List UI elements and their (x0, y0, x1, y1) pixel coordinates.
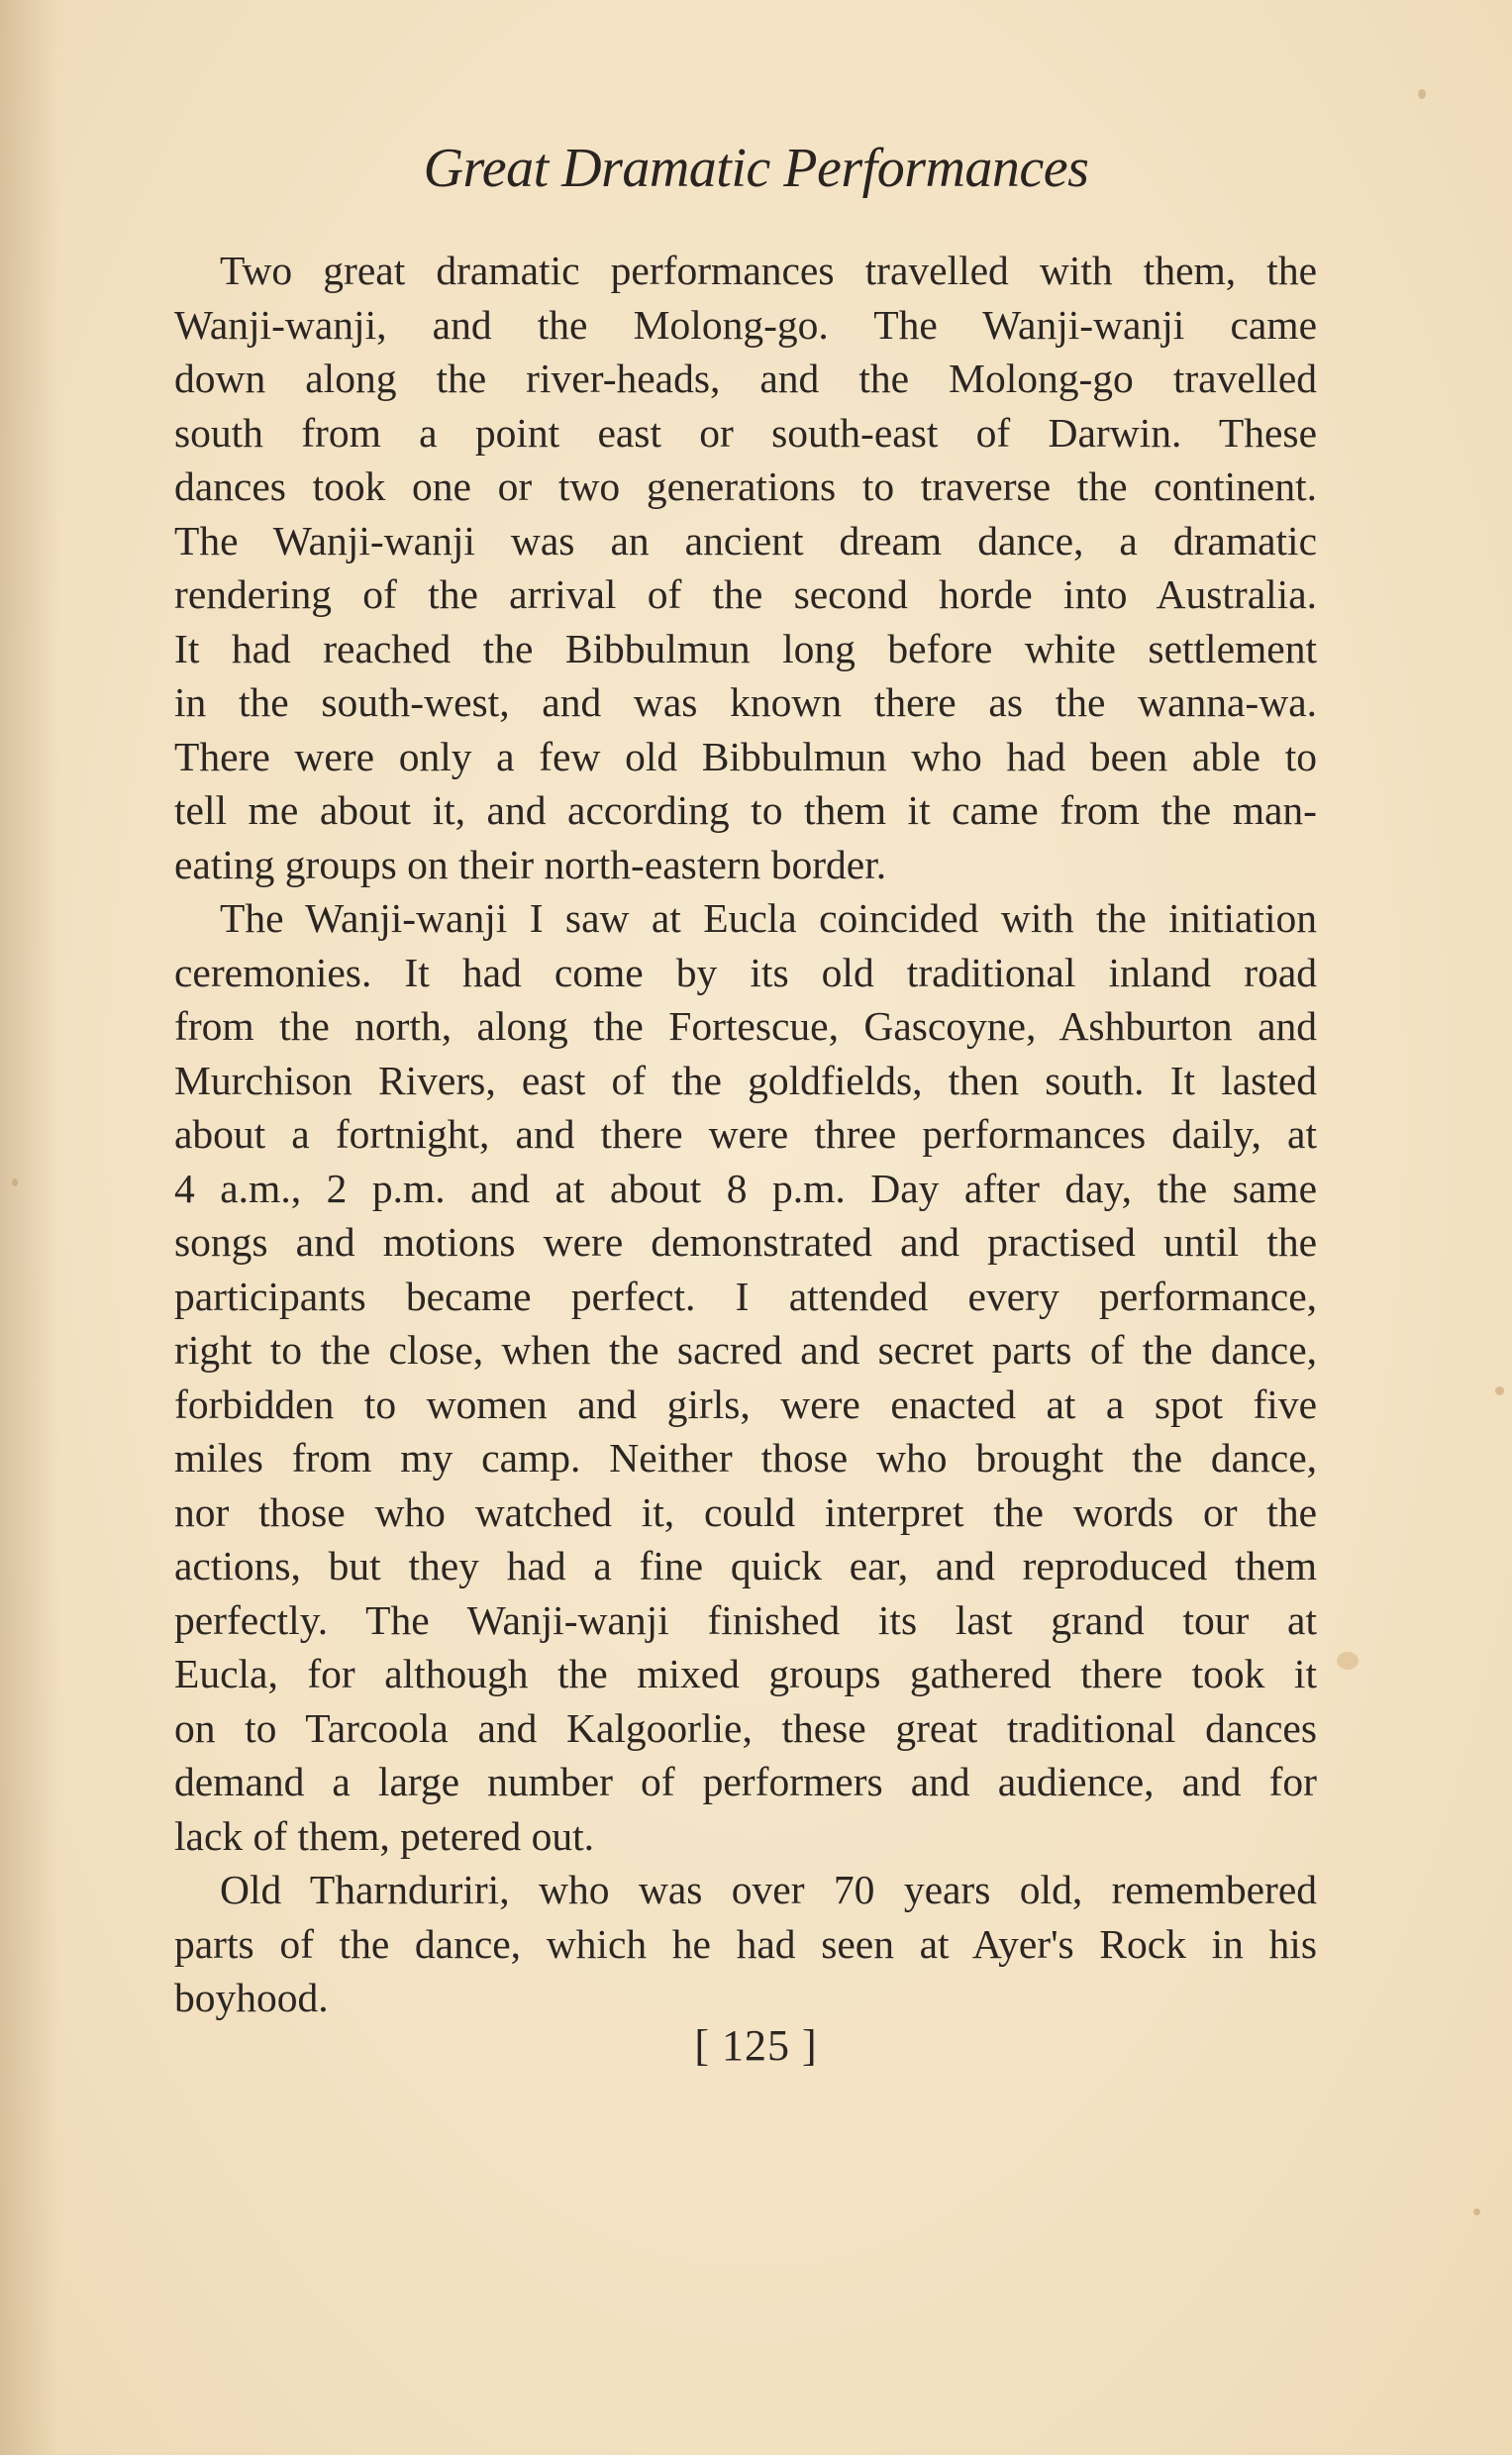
text-line: Eucla, for although the mixed groups gathered there took it (174, 1651, 1317, 1696)
text-line: forbidden to women and girls, were enacted at a spot five (174, 1381, 1317, 1427)
text-line: about a fortnight, and there were three performances daily, at (174, 1111, 1317, 1157)
body-text (174, 244, 1317, 2025)
text-line: The Wanji-wanji I saw at Eucla coincided with the initiation (220, 895, 1317, 941)
paper-speck (1418, 89, 1426, 99)
text-line: It had reached the Bibbulmun long before white settlement (174, 625, 1317, 671)
text-line: The Wanji-wanji was an ancient dream dance, a dramatic (174, 517, 1317, 563)
paper-speck (1337, 1652, 1359, 1670)
text-line: ceremonies. It had come by its old traditional inland road (174, 949, 1317, 995)
running-header: Great Dramatic Performances (423, 138, 1089, 199)
text-line: Wanji-wanji, and the Molong-go. The Wanji-wanji came (174, 301, 1317, 348)
text-line: in the south-west, and was known there as the wanna-wa. (174, 679, 1317, 725)
text-line: eating groups on their north-eastern border. (174, 841, 887, 887)
text-line: songs and motions were demonstrated and practised until the (174, 1219, 1317, 1265)
text-line: south from a point east or south-east of Darwin. These (174, 409, 1317, 456)
text-line: right to the close, when the sacred and secret parts of the dance, (174, 1327, 1317, 1373)
text-line: dances took one or two generations to traverse the continent. (174, 463, 1317, 509)
text-line: Two great dramatic performances travelled with them, the (220, 248, 1317, 293)
text-line: There were only a few old Bibbulmun who had been able to (174, 733, 1317, 779)
paper-speck (1473, 2208, 1480, 2215)
text-line: boyhood. (174, 1975, 329, 2020)
text-line: down along the river-heads, and the Molong-go travelled (174, 356, 1317, 401)
text-line: on to Tarcoola and Kalgoorlie, these great traditional dances (174, 1704, 1317, 1751)
text-line: demand a large number of performers and audience, and for (174, 1759, 1317, 1804)
paper-speck (12, 1178, 18, 1186)
text-line: participants became perfect. I attended every performance, (174, 1273, 1317, 1319)
text-line: 4 a.m., 2 p.m. and at about 8 p.m. Day after day, the same (174, 1165, 1317, 1211)
page-number: [ 125 ] (694, 2021, 818, 2070)
text-line: from the north, along the Fortescue, Gascoyne, Ashburton and (174, 1003, 1317, 1049)
text-line: parts of the dance, which he had seen at Ayer's Rock in his (174, 1920, 1317, 1967)
text-line: tell me about it, and according to them it came from the man- (174, 787, 1317, 833)
text-line: nor those who watched it, could interpret the words or the (174, 1488, 1317, 1535)
text-line: Murchison Rivers, east of the goldfields, then south. It lasted (174, 1057, 1317, 1103)
gutter-shadow (0, 0, 59, 2455)
text-line: Old Tharnduriri, who was over 70 years old, remembered (220, 1867, 1317, 1912)
text-line: lack of them, petered out. (174, 1812, 595, 1859)
text-line: rendering of the arrival of the second horde into Australia. (174, 571, 1317, 617)
paper-speck (1495, 1386, 1504, 1395)
text-line: perfectly. The Wanji-wanji finished its last grand tour at (174, 1596, 1317, 1643)
text-line: actions, but they had a fine quick ear, and reproduced them (174, 1543, 1317, 1588)
text-line: miles from my camp. Neither those who brought the dance, (174, 1435, 1317, 1481)
